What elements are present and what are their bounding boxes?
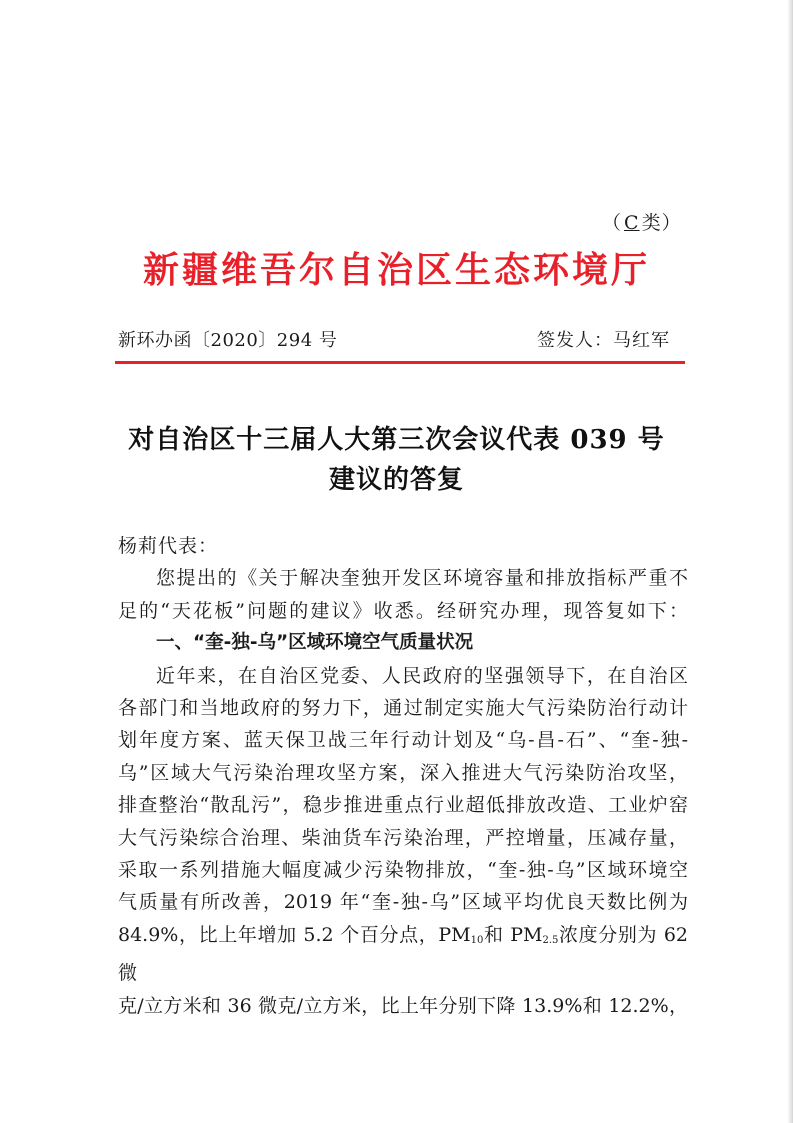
section-1-line-6: 大气污染综合治理、柴油货车污染治理，严控增量，压减存量， — [118, 826, 688, 849]
section-1-line-2: 各部门和当地政府的努力下，通过制定实施大气污染防治行动计 — [118, 697, 688, 720]
document-title-line-1: 对自治区十三届人大第三次会议代表 039 号 — [128, 425, 665, 455]
section-1-line-7: 采取一系列措施大幅度减少污染物排放，“奎-独-乌”区域环境空 — [118, 859, 688, 882]
pm-text-c: 浓度分别为 62 微 — [118, 923, 688, 985]
section-1-line-5: 排查整治“散乱污”，稳步推进重点行业超低排放改造、工业炉窑 — [118, 794, 688, 817]
pm10-subscript: 10 — [470, 934, 484, 946]
document-meta-row — [118, 326, 678, 354]
header-red-rule — [115, 361, 685, 364]
issuing-organization: 新疆维吾尔自治区生态环境厅 — [142, 250, 650, 291]
document-title — [0, 420, 793, 500]
section-1-line-pm — [118, 919, 688, 990]
section-1-line-8: 气质量有所改善，2019 年“奎-独-乌”区域平均优良天数比例为 — [118, 891, 688, 914]
pm-text-b: 和 PM — [483, 923, 543, 946]
scan-edge-shadow — [787, 0, 793, 1123]
classification-close: 类） — [641, 212, 682, 234]
pm25-subscript: 2.5 — [542, 934, 559, 946]
document-body — [118, 530, 688, 1022]
intro-line-1: 您提出的《关于解决奎独开发区环境容量和排放指标严重不 — [156, 567, 688, 590]
signer: 签发人：马红军 — [537, 330, 670, 351]
section-1-line-3: 划年度方案、蓝天保卫战三年行动计划及“乌-昌-石”、“奎-独- — [118, 729, 688, 752]
pm-text-a: 84.9%，比上年增加 5.2 个百分点，PM — [118, 923, 471, 946]
classification-value: C — [624, 212, 640, 234]
document-title-line-2: 建议的答复 — [328, 465, 464, 495]
intro-line-2: 足的“天花板”问题的建议》收悉。经研究办理，现答复如下： — [118, 599, 688, 622]
section-1-heading: 一、“奎-独-乌”区域环境空气质量状况 — [156, 632, 474, 654]
classification-open: （ — [602, 212, 623, 234]
salutation: 杨莉代表： — [118, 535, 219, 557]
section-1-line-1: 近年来，在自治区党委、人民政府的坚强领导下，在自治区 — [156, 664, 688, 687]
document-number: 新环办函〔2020〕294 号 — [118, 330, 338, 351]
section-1-line-last: 克/立方米和 36 微克/立方米，比上年分别下降 13.9%和 12.2%， — [118, 994, 688, 1017]
section-1-line-4: 乌”区域大气污染治理攻坚方案，深入推进大气污染防治攻坚， — [118, 761, 688, 784]
classification-mark — [602, 208, 682, 235]
